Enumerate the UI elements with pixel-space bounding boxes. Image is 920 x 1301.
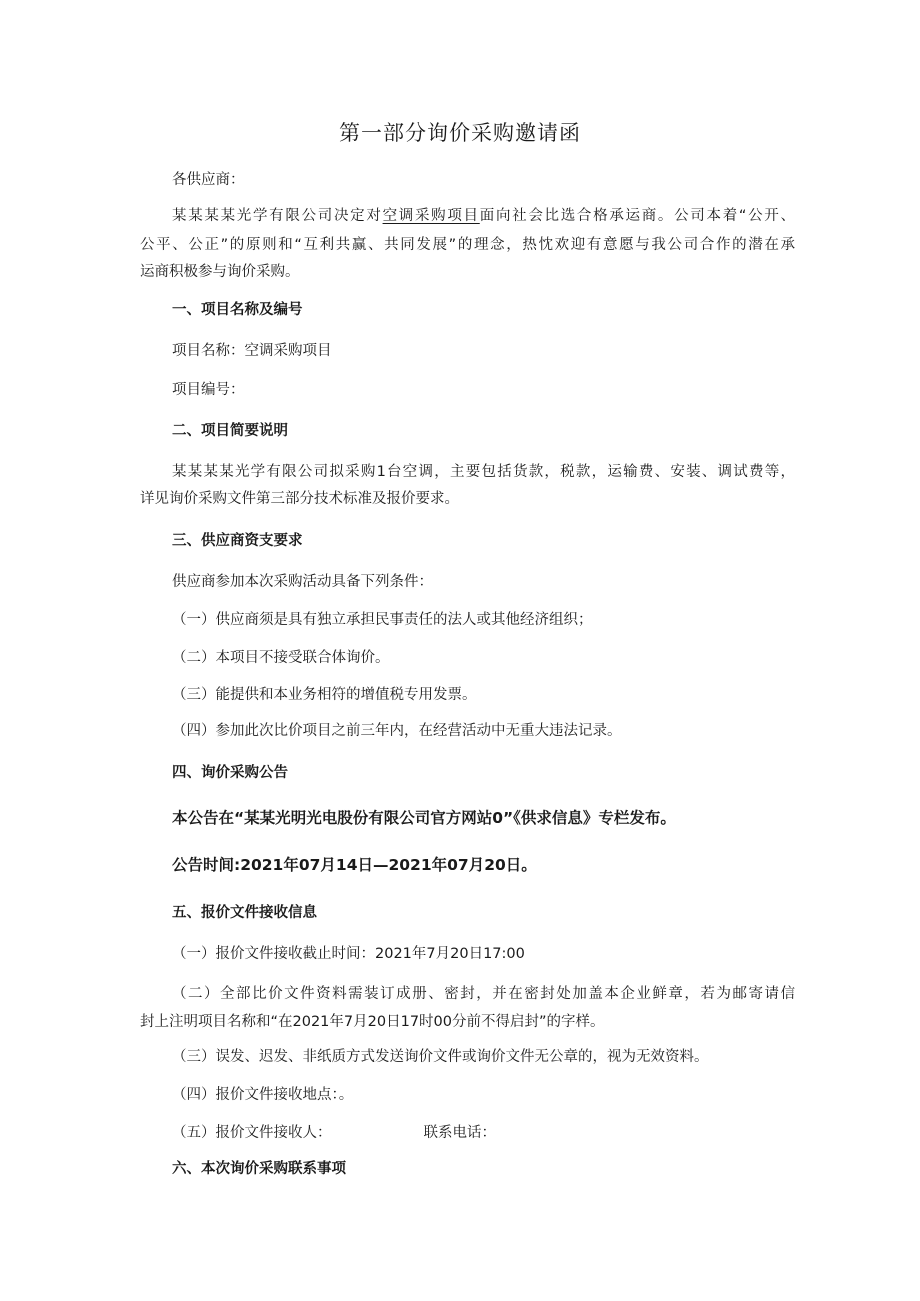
phone-label: 联系电话： bbox=[423, 1125, 496, 1141]
section-heading: 六、本次询价采购联系事项 bbox=[172, 1161, 346, 1177]
section-heading: 四、询价采购公告 bbox=[172, 765, 288, 781]
salutation: 各供应商： bbox=[172, 172, 245, 188]
receiver-line bbox=[172, 1123, 795, 1143]
section-heading: 二、项目简要说明 bbox=[172, 423, 288, 439]
list-item: （二）本项目不接受联合体询价。 bbox=[172, 650, 390, 666]
list-item: （三）能提供和本业务相符的增值税专用发票。 bbox=[172, 687, 477, 703]
list-item: （一）供应商须是具有独立承担民事责任的法人或其他经济组织； bbox=[172, 612, 593, 628]
requirements-lead: 供应商参加本次采购活动具备下列条件： bbox=[172, 574, 433, 590]
description-line-1: 某某某某光学有限公司拟采购1台空调，主要包括货款，税款，运输费、安装、调试费等， bbox=[172, 464, 795, 480]
receiver-label: （五）报价文件接收人： bbox=[172, 1125, 332, 1141]
list-item: （一）报价文件接收截止时间：2021年7月20日17:00 bbox=[172, 946, 525, 962]
intro-line-2: 公平、公正”的原则和“互利共赢、共同发展”的理念，热忱欢迎有意愿与我公司合作的潜在承 bbox=[140, 237, 795, 253]
intro-line-1 bbox=[172, 206, 795, 226]
section-heading: 五、报价文件接收信息 bbox=[172, 905, 317, 921]
section-heading: 三、供应商资支要求 bbox=[172, 533, 303, 549]
project-name: 项目名称：空调采购项目 bbox=[172, 343, 332, 359]
notice-period: 公告时间:2021年07月14日—2021年07月20日。 bbox=[172, 856, 537, 874]
intro-text: 某某某某光学有限公司决定对 bbox=[172, 208, 383, 224]
page-title: 第一部分询价采购邀请函 bbox=[339, 121, 581, 145]
list-item-continued: 封上注明项目名称和“在2021年7月20日17时00分前不得启封”的字样。 bbox=[140, 1014, 605, 1030]
list-item: （四）报价文件接收地点：。 bbox=[172, 1087, 354, 1103]
project-name-underlined: 空调采购项目 bbox=[382, 208, 480, 224]
list-item: （三）误发、迟发、非纸质方式发送询价文件或询价文件无公章的，视为无效资料。 bbox=[172, 1049, 709, 1065]
intro-line-3: 运商积极参与询价采购。 bbox=[140, 264, 300, 280]
notice-text: 本公告在“某某光明光电股份有限公司官方网站0”《供求信息》专栏发布。 bbox=[172, 809, 676, 827]
description-line-2: 详见询价采购文件第三部分技术标准及报价要求。 bbox=[140, 491, 459, 507]
intro-text: 面向社会比选合格承运商。公司本着“公开、 bbox=[479, 208, 796, 224]
project-number: 项目编号： bbox=[172, 382, 245, 398]
section-heading: 一、项目名称及编号 bbox=[172, 302, 303, 318]
list-item: （四）参加此次比价项目之前三年内，在经营活动中无重大违法记录。 bbox=[172, 723, 622, 739]
list-item: （二）全部比价文件资料需装订成册、密封，并在密封处加盖本企业鲜章，若为邮寄请信 bbox=[172, 986, 795, 1002]
